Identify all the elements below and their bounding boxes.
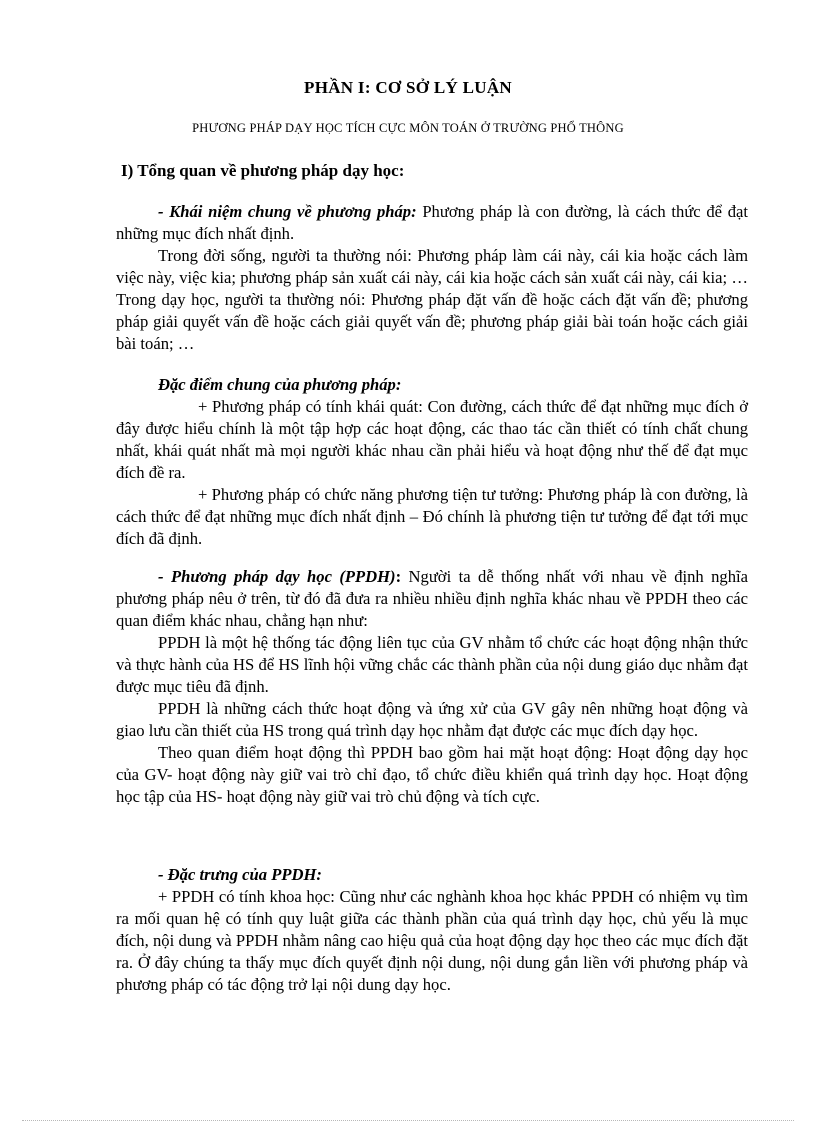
block-ppdh [116, 566, 748, 808]
characteristics-label-line [116, 374, 748, 396]
paragraph [116, 864, 748, 886]
concept-label: - Khái niệm chung về phương pháp: [158, 202, 417, 221]
paragraph: + Phương pháp có chức năng phương tiện tư tưởng: Phương pháp là con đường, là cách thức để đạt những mục đích nhất định – Đó chính là phương tiện tư tưởng để đạt tới mục đích đã định. [116, 485, 748, 548]
ppdh-colon: : [395, 567, 402, 586]
paragraph: PPDH là những cách thức hoạt động và ứng xử của GV gây nên những hoạt động và giao lưu cần thiết của HS trong quá trình dạy học nhằm đạt được các mục đích dạy học. [116, 699, 748, 740]
paragraph: + Phương pháp có tính khái quát: Con đường, cách thức để đạt những mục đích ở đây được hiểu chính là một tập hợp các hoạt động, các thao tác cần thiết có tính chất chung nhất, khái quát nhất mà mọi người khác nhau cần phải hiểu và hoạt động như thế để đạt mục đích đề ra. [116, 397, 748, 482]
block-concept [116, 201, 748, 355]
paragraph: Theo quan điểm hoạt động thì PPDH bao gồm hai mặt hoạt động: Hoạt động dạy học của GV- hoạt động này giữ vai trò chỉ đạo, tổ chức điều khiển quá trình dạy học. Hoạt động học tập của HS- hoạt động này giữ vai trò chủ động và tích cực. [116, 743, 748, 806]
paragraph: + PPDH có tính khoa học: Cũng như các nghành khoa học khác PPDH có nhiệm vụ tìm ra mối quan hệ có tính quy luật giữa các thành phần của quá trình dạy học, chủ yếu là mục đích, nội dung và PPDH nhằm nâng cao hiệu quả của hoạt động dạy học theo các mục đích đặt ra. Ở đây chúng ta thấy mục đích quyết định nội dung, nội dung gắn liền với phương pháp và phương pháp có tác động trở lại nội dung dạy học. [116, 887, 748, 994]
block-characteristics [116, 374, 748, 550]
characteristics-label: Đặc điểm chung của phương pháp: [158, 375, 402, 394]
concept-lead: Phương pháp là con đường, là cách thức để đạt những mục đích nhất định. [116, 202, 748, 243]
page-bottom-divider [22, 1120, 794, 1121]
paragraph [116, 566, 748, 632]
paragraph: Trong đời sống, người ta thường nói: Phương pháp làm cái này, cái kia hoặc cách làm việc này, việc kia; phương pháp sản xuất cái này, cái kia hoặc cách sản xuất cái này, cái kia; … Trong dạy học, người ta thường nói: Phương pháp đặt vấn đề hoặc cách đặt vấn đề; phương pháp giải quyết vấn đề hoặc cách giải quyết vấn đề; phương pháp giải bài toán hoặc cách giải bài toán; … [116, 246, 748, 353]
section-heading: I) Tổng quan về phương pháp dạy học: [121, 161, 405, 180]
ppdh-label: - Phương pháp dạy học (PPDH) [158, 567, 396, 586]
features-label: - Đặc trưng của PPDH: [158, 865, 322, 884]
block-features [116, 864, 748, 996]
ppdh-lead: Người ta dễ thống nhất với nhau về định nghĩa phương pháp nêu ở trên, từ đó đã đưa ra nhiều nhiều định nghĩa khác nhau về PPDH theo các quan điểm khác nhau, chẳng hạn như: [116, 567, 748, 630]
paragraph [116, 201, 748, 245]
document-subtitle: PHƯƠNG PHÁP DẠY HỌC TÍCH CỰC MÔN TOÁN Ở TRƯỜNG PHỔ THÔNG [192, 121, 624, 135]
paragraph: PPDH là một hệ thống tác động liên tục của GV nhằm tổ chức các hoạt động nhận thức và thực hành của HS để HS lĩnh hội vững chắc các thành phần của nội dung giáo dục nhằm đạt được mục tiêu đã định. [116, 633, 748, 696]
part-title: PHẦN I: CƠ SỞ LÝ LUẬN [304, 78, 512, 97]
